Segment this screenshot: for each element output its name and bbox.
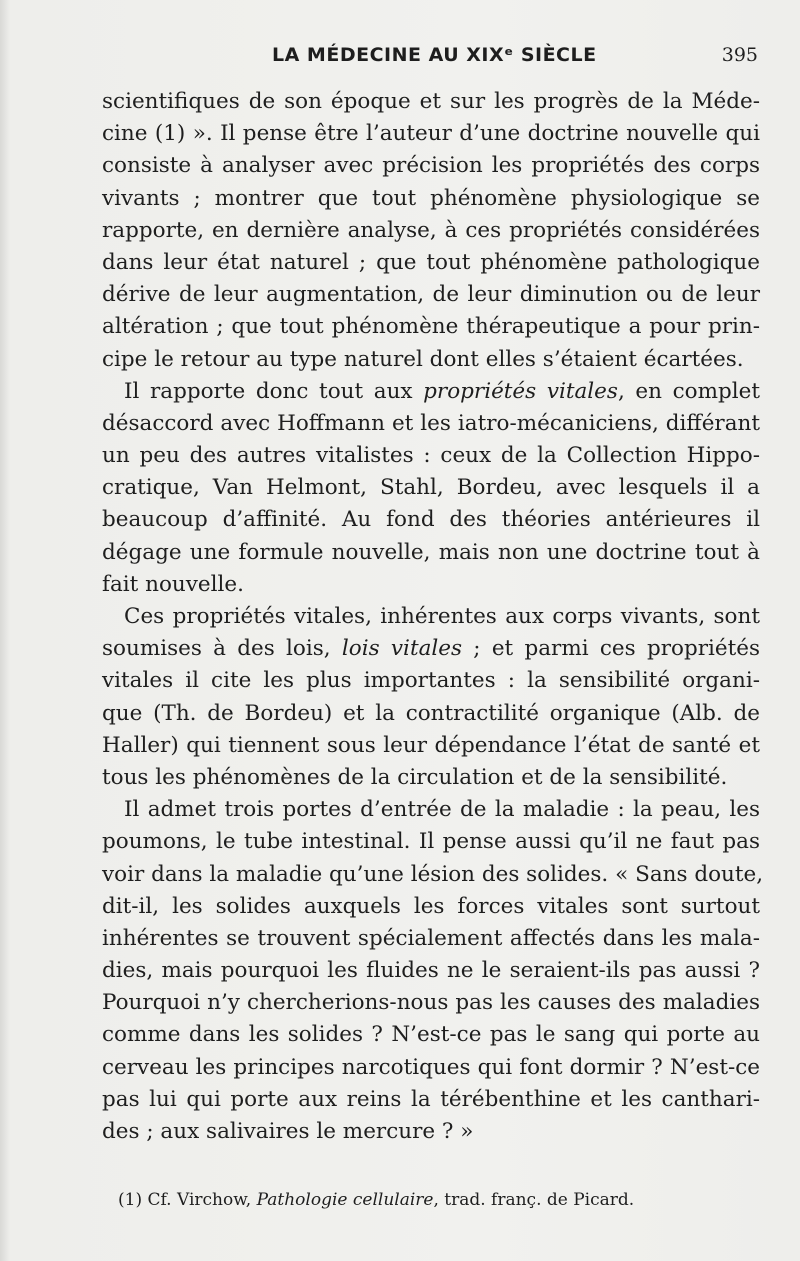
text-line: tous les phénomènes de la circulation et de la sensibilité. xyxy=(102,764,728,790)
text-line: cipe le retour au type naturel dont elles s’étaient écartées. xyxy=(102,346,744,372)
running-head: LA MÉDECINE AU XIXᵉ SIÈCLE xyxy=(272,44,597,66)
text-line: altération ; que tout phénomène thérapeutique a pour prin- xyxy=(102,314,760,340)
text-line: pas lui qui porte aux reins la térébenthine et les canthari- xyxy=(102,1086,760,1112)
text-line xyxy=(102,376,760,408)
text-line: cine (1) ». Il pense être l’auteur d’une doctrine nouvelle qui xyxy=(102,121,760,147)
emphasis: lois vitales xyxy=(341,636,463,662)
text-line: Ces propriétés vitales, inhérentes aux corps vivants, sont xyxy=(124,604,760,629)
text-line: rapporte, en dernière analyse, à ces propriétés considérées xyxy=(102,217,760,243)
text-line: cerveau les principes narcotiques qui font dormir ? N’est-ce xyxy=(102,1054,760,1080)
text-line: fait nouvelle. xyxy=(102,571,244,597)
paragraph xyxy=(102,376,760,601)
text-line xyxy=(102,633,760,665)
page-number: 395 xyxy=(721,44,758,66)
footnote-title: Pathologie cellulaire xyxy=(256,1190,434,1210)
text-line: dit-il, les solides auxquels les forces vitales sont surtout xyxy=(102,893,760,919)
text-line: cratique, Van Helmont, Stahl, Bordeu, avec lesquels il a xyxy=(102,475,760,501)
footnote-rest: , trad. franç. de Picard. xyxy=(433,1190,635,1210)
text-line: scientifiques de son époque et sur les progrès de la Méde- xyxy=(102,89,760,114)
text-line: poumons, le tube intestinal. Il pense aussi qu’il ne faut pas xyxy=(102,829,760,855)
text-segment: ; et parmi ces propriétés xyxy=(462,636,760,662)
footnote-marker: (1) Cf. Virchow, xyxy=(118,1190,257,1210)
text-line: voir dans la maladie qu’une lésion des solides. « Sans doute, xyxy=(102,861,764,887)
paragraph xyxy=(102,86,760,376)
text-line: comme dans les solides ? N’est-ce pas le sang qui porte au xyxy=(102,1022,760,1048)
emphasis: propriétés vitales xyxy=(423,378,618,404)
paragraph xyxy=(102,794,764,1148)
text-segment: Il rapporte donc tout aux xyxy=(124,378,424,404)
paragraph xyxy=(102,601,760,794)
body-text xyxy=(102,86,764,1148)
text-line: des ; aux salivaires le mercure ? » xyxy=(102,1119,474,1144)
text-line: Haller) qui tiennent sous leur dépendance l’état de santé et xyxy=(102,732,760,758)
text-line: inhérentes se trouvent spécialement affectés dans les mala- xyxy=(102,925,760,951)
text-line: vivants ; montrer que tout phénomène physiologique se xyxy=(102,185,760,211)
text-line: vitales il cite les plus importantes : la sensibilité organi- xyxy=(102,668,760,694)
text-segment: , en complet xyxy=(617,378,760,404)
footnote xyxy=(118,1190,738,1210)
text-line: dérive de leur augmentation, de leur diminution ou de leur xyxy=(102,282,760,308)
page-header xyxy=(102,40,758,70)
text-line: un peu des autres vitalistes : ceux de la Collection Hippo- xyxy=(102,443,760,469)
text-line: beaucoup d’affinité. Au fond des théories antérieures il xyxy=(102,507,760,533)
text-line: consiste à analyser avec précision les propriétés des corps xyxy=(102,153,760,179)
text-line: que (Th. de Bordeu) et la contractilité organique (Alb. de xyxy=(102,700,760,726)
text-line: dies, mais pourquoi les fluides ne le seraient-ils pas aussi ? xyxy=(102,958,760,984)
text-segment: soumises à des lois, xyxy=(102,636,342,662)
text-line: Pourquoi n’y chercherions-nous pas les causes des maladies xyxy=(102,990,760,1016)
text-line: désaccord avec Hoffmann et les iatro-mécaniciens, différant xyxy=(102,410,760,436)
text-line: Il admet trois portes d’entrée de la maladie : la peau, les xyxy=(124,797,760,823)
text-line: dans leur état naturel ; que tout phénomène pathologique xyxy=(102,249,760,275)
text-line: dégage une formule nouvelle, mais non une doctrine tout à xyxy=(102,539,760,565)
